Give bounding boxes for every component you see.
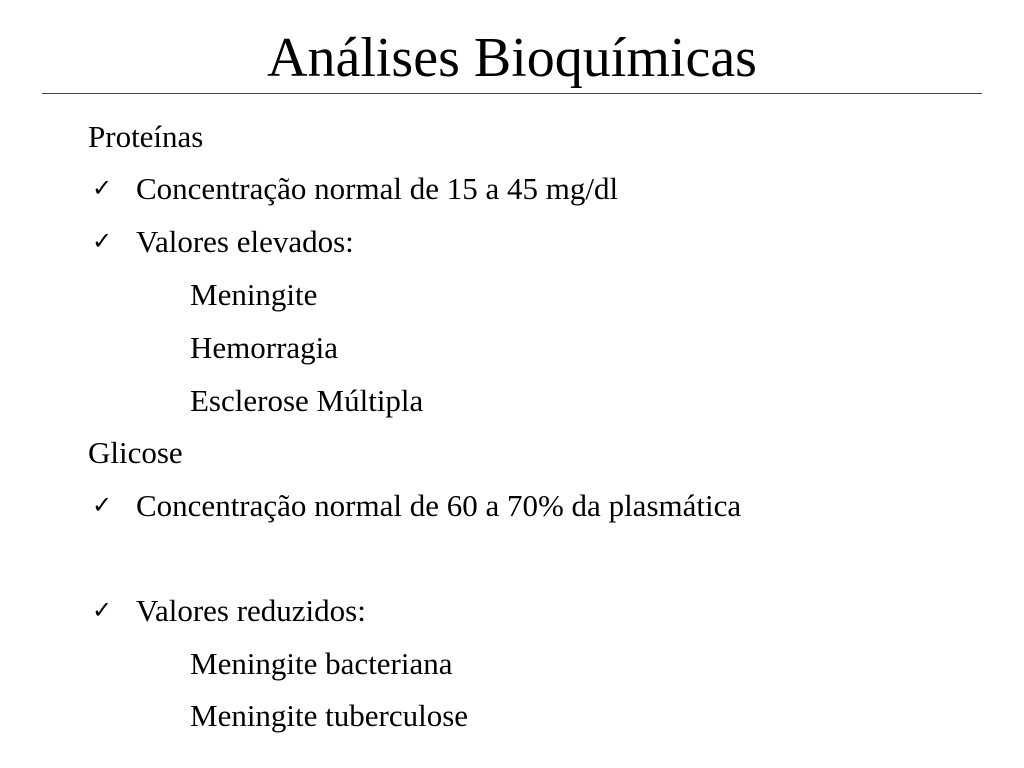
subitem: Meningite tuberculose [190, 698, 469, 733]
subitem: Meningite bacteriana [190, 646, 453, 681]
bullet-glucose-normal: Concentração normal de 60 a 70% da plasmática [136, 488, 742, 523]
slide-title: Análises Bioquímicas [267, 27, 757, 89]
bullet-protein-normal: Concentração normal de 15 a 45 mg/dl [136, 171, 619, 206]
subitem: Hemorragia [190, 330, 339, 365]
bullet-glucose-reduced: Valores reduzidos: [136, 593, 366, 628]
bullet-protein-elevated: Valores elevados: [136, 224, 354, 259]
section-heading-glicose: Glicose [88, 435, 183, 470]
check-icon: ✓ [92, 493, 113, 519]
check-icon: ✓ [92, 598, 113, 624]
subitem: Esclerose Múltipla [190, 383, 424, 418]
subitem: Meningite [190, 277, 318, 312]
section-heading-proteinas: Proteínas [88, 119, 204, 154]
check-icon: ✓ [92, 229, 113, 255]
check-icon: ✓ [92, 176, 113, 202]
